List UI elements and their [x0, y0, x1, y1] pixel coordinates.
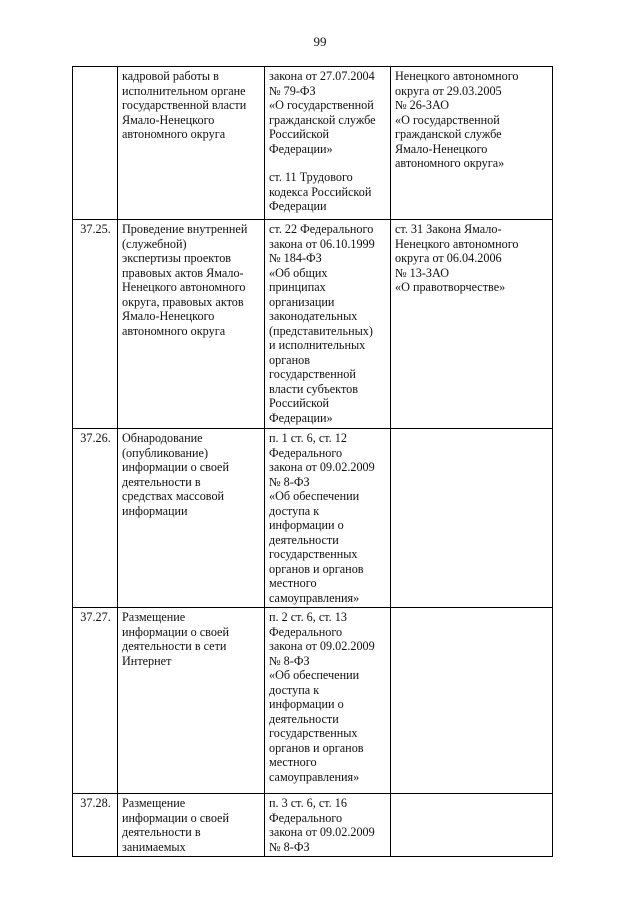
federal-law-line: закона от 09.02.2009: [269, 825, 375, 839]
function-name-line: (опубликование): [122, 445, 209, 460]
federal-law-line: деятельности: [269, 532, 339, 547]
federal-law-line: Федерального: [269, 624, 343, 639]
federal-law-line: организации: [269, 294, 335, 309]
item-number: 37.26.: [80, 431, 111, 445]
function-name-cell: [118, 67, 265, 220]
federal-law-line: гражданской службе: [269, 112, 376, 127]
federal-law-line: п. 2 ст. 6, ст. 13: [269, 610, 347, 624]
federal-law-line: государственных: [269, 547, 358, 561]
federal-law-line: власти субъектов: [269, 381, 358, 396]
function-name-line: Ямало-Ненецкого: [122, 112, 215, 127]
item-number-cell: [73, 794, 118, 857]
federal-law-line: самоуправления»: [269, 590, 360, 605]
federal-law-cell: [265, 608, 391, 794]
function-name-line: информации: [122, 503, 188, 518]
function-name-cell: [118, 794, 265, 857]
table-row: [73, 67, 553, 220]
function-name-line: правовых актов Ямало-: [122, 265, 244, 280]
federal-law-line: Российской: [269, 396, 330, 410]
federal-law-line: № 8-ФЗ: [269, 653, 310, 668]
federal-law-line: самоуправления»: [269, 769, 360, 784]
function-name-line: Обнародование: [122, 431, 203, 445]
function-name-line: Интернет: [122, 653, 172, 668]
regional-law-line: гражданской службе: [395, 127, 502, 141]
federal-law-line: кодекса Российской: [269, 184, 372, 199]
item-number: 37.28.: [80, 796, 111, 810]
federal-law-line: Федерального: [269, 445, 343, 460]
function-name-line: информации о своей: [122, 460, 229, 474]
regional-law-line: ст. 31 Закона Ямало-: [395, 222, 502, 236]
federal-law-line: государственной: [269, 367, 356, 381]
federal-law-line: деятельности: [269, 711, 339, 726]
item-number: 37.25.: [80, 222, 111, 236]
federal-law-line: закона от 09.02.2009: [269, 639, 375, 653]
federal-law-line: Российской: [269, 127, 330, 141]
federal-law-cell: [265, 67, 391, 220]
page-number: 99: [313, 34, 327, 49]
function-name-line: автономного округа: [122, 127, 226, 141]
federal-law-line: закона от 06.10.1999: [269, 236, 375, 251]
item-number-cell: [73, 429, 118, 608]
federal-law-line: п. 3 ст. 6, ст. 16: [269, 796, 347, 810]
regional-law-line: «О правотворчестве»: [395, 280, 506, 294]
federal-law-line: Федерации»: [269, 141, 333, 156]
regional-law-cell: [391, 220, 553, 429]
federal-law-line: № 8-ФЗ: [269, 839, 310, 854]
federal-law-line: местного: [269, 576, 317, 590]
regional-law-line: округа от 06.04.2006: [395, 251, 502, 265]
function-name-line: экспертизы проектов: [122, 251, 232, 265]
federal-law-line: принципах: [269, 280, 326, 294]
federal-law-line: ст. 11 Трудового: [269, 170, 353, 184]
federal-law-line: закона от 09.02.2009: [269, 460, 375, 474]
function-name-line: информации о своей: [122, 810, 229, 825]
federal-law-line: № 79-ФЗ: [269, 83, 316, 98]
function-name-line: занимаемых: [122, 839, 186, 854]
function-name-line: информации о своей: [122, 624, 229, 639]
federal-law-line: органов и органов: [269, 561, 364, 576]
federal-law-line: местного: [269, 755, 317, 769]
federal-law-line: «Об обеспечении: [269, 489, 360, 503]
regional-law-line: Ямало-Ненецкого: [395, 141, 488, 156]
federal-law-line: информации о: [269, 697, 344, 711]
document-table: [72, 66, 553, 857]
federal-law-line: доступа к: [269, 682, 320, 697]
regional-law-line: № 13-ЗАО: [395, 265, 450, 280]
function-name-line: Проведение внутренней: [122, 222, 248, 236]
function-name-cell: [118, 220, 265, 429]
function-name-line: исполнительном органе: [122, 83, 246, 98]
item-number-cell: [73, 67, 118, 220]
function-name-line: округа, правовых актов: [122, 294, 244, 309]
line-gap: [269, 156, 387, 170]
regional-law-line: автономного округа»: [395, 156, 505, 170]
item-number: 37.27.: [80, 610, 111, 624]
federal-law-line: Федерации: [269, 199, 327, 213]
function-name-line: деятельности в: [122, 474, 201, 489]
function-name-line: деятельности в сети: [122, 639, 227, 653]
regional-law-cell: [391, 429, 553, 608]
federal-law-line: «Об обеспечении: [269, 668, 360, 682]
regional-law-line: № 26-ЗАО: [395, 98, 450, 112]
federal-law-line: ст. 22 Федерального: [269, 222, 374, 236]
federal-law-line: (представительных): [269, 323, 373, 338]
federal-law-line: Федерации»: [269, 410, 333, 425]
function-name-line: кадровой работы в: [122, 69, 219, 83]
federal-law-line: «О государственной: [269, 98, 374, 112]
federal-law-line: законодательных: [269, 309, 358, 323]
federal-law-line: государственных: [269, 726, 358, 740]
function-name-line: государственной власти: [122, 98, 247, 112]
federal-law-cell: [265, 429, 391, 608]
federal-law-line: «Об общих: [269, 265, 328, 280]
table-row: [73, 794, 553, 857]
regional-law-cell: [391, 794, 553, 857]
item-number-cell: [73, 220, 118, 429]
function-name-line: автономного округа: [122, 323, 226, 338]
federal-law-line: и исполнительных: [269, 338, 366, 352]
function-name-line: Ненецкого автономного: [122, 280, 246, 294]
table-row: [73, 429, 553, 608]
function-name-line: (служебной): [122, 236, 187, 251]
function-name-line: средствах массовой: [122, 489, 225, 503]
regional-law-cell: [391, 608, 553, 794]
federal-law-line: № 8-ФЗ: [269, 474, 310, 489]
federal-law-cell: [265, 220, 391, 429]
regional-law-line: «О государственной: [395, 112, 500, 127]
function-name-line: Размещение: [122, 796, 186, 810]
federal-law-line: органов и органов: [269, 740, 364, 755]
function-name-line: Ямало-Ненецкого: [122, 309, 215, 323]
function-name-cell: [118, 429, 265, 608]
function-name-line: деятельности в: [122, 825, 201, 839]
table-row: [73, 220, 553, 429]
table-row: [73, 608, 553, 794]
regional-law-line: Ненецкого автономного: [395, 236, 519, 251]
regional-law-line: округа от 29.03.2005: [395, 83, 502, 98]
federal-law-line: доступа к: [269, 503, 320, 518]
regional-law-line: Ненецкого автономного: [395, 69, 519, 83]
federal-law-line: органов: [269, 352, 310, 367]
function-name-line: Размещение: [122, 610, 186, 624]
regional-law-cell: [391, 67, 553, 220]
federal-law-line: информации о: [269, 518, 344, 532]
federal-law-line: закона от 27.07.2004: [269, 69, 375, 83]
federal-law-line: № 184-ФЗ: [269, 251, 322, 265]
table-body: [73, 67, 553, 857]
federal-law-cell: [265, 794, 391, 857]
item-number-cell: [73, 608, 118, 794]
function-name-cell: [118, 608, 265, 794]
federal-law-line: п. 1 ст. 6, ст. 12: [269, 431, 347, 445]
federal-law-line: Федерального: [269, 810, 343, 825]
